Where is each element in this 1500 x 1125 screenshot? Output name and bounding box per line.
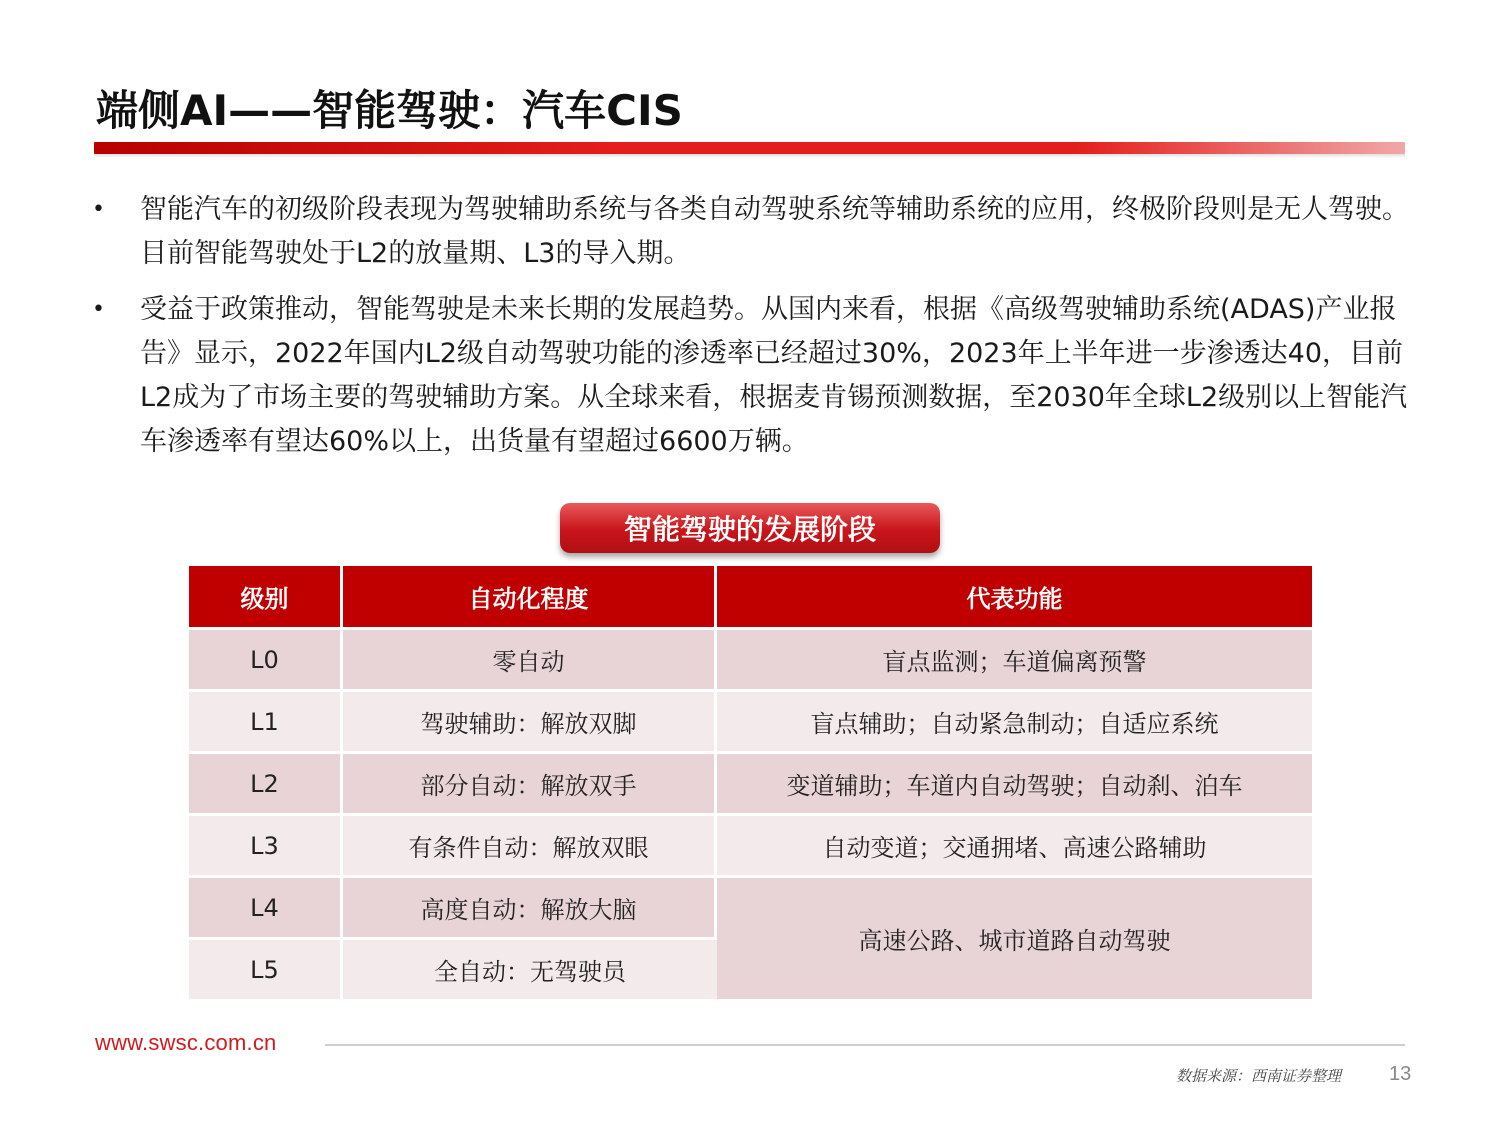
cell-function: 自动变道；交通拥堵、高速公路辅助 <box>717 816 1312 878</box>
bullet-text: 智能汽车的初级阶段表现为驾驶辅助系统与各类自动驾驶系统等辅助系统的应用，终极阶段则是无人驾驶。目前智能驾驶处于L2的放量期、L3的导入期。 <box>140 194 1409 269</box>
cell-function-merged: 高速公路、城市道路自动驾驶 <box>717 878 1312 1002</box>
page-title: 端侧AI——智能驾驶：汽车CIS <box>96 86 683 135</box>
header-degree: 自动化程度 <box>343 566 717 630</box>
cell-level: L4 <box>189 878 343 940</box>
cell-level: L0 <box>189 630 343 692</box>
cell-level: L1 <box>189 692 343 754</box>
table-caption-badge: 智能驾驶的发展阶段 <box>560 503 940 553</box>
table-row <box>189 692 1312 754</box>
bullet-item <box>92 288 1422 464</box>
bullet-text: 受益于政策推动，智能驾驶是未来长期的发展趋势。从国内来看，根据《高级驾驶辅助系统(ADAS)产业报告》显示，2022年国内L2级自动驾驶功能的渗透率已经超过30%，2023年上半年进一步渗透达40，目前L2成为了市场主要的驾驶辅助方案。从全球来看，根据麦肯锡预测数据，至2030年全球L2级别以上智能汽车渗透率有望达60%以上，出货量有望超过6600万辆。 <box>140 294 1408 457</box>
cell-degree: 有条件自动：解放双眼 <box>343 816 717 878</box>
bullet-item <box>92 188 1422 276</box>
cell-level: L2 <box>189 754 343 816</box>
bullet-marker: • <box>92 197 105 222</box>
table-row <box>189 816 1312 878</box>
cell-degree: 高度自动：解放大脑 <box>343 878 717 940</box>
table-row <box>189 878 1312 940</box>
cell-function: 变道辅助；车道内自动驾驶；自动刹、泊车 <box>717 754 1312 816</box>
footer-divider <box>325 1044 1405 1046</box>
cell-level: L3 <box>189 816 343 878</box>
cell-degree: 部分自动：解放双手 <box>343 754 717 816</box>
table-row <box>189 630 1312 692</box>
table-row <box>189 754 1312 816</box>
cell-function: 盲点监测；车道偏离预警 <box>717 630 1312 692</box>
cell-degree: 驾驶辅助：解放双脚 <box>343 692 717 754</box>
bullet-list <box>92 188 1422 476</box>
cell-degree: 零自动 <box>343 630 717 692</box>
title-underline-shadow <box>94 154 1405 158</box>
table-header-row <box>189 566 1312 630</box>
title-underline-bar <box>94 142 1405 154</box>
footer-website-link[interactable]: www.swsc.com.cn <box>95 1030 277 1055</box>
header-function: 代表功能 <box>717 566 1312 630</box>
bullet-marker: • <box>92 297 105 322</box>
header-level: 级别 <box>189 566 343 630</box>
cell-function: 盲点辅助；自动紧急制动；自适应系统 <box>717 692 1312 754</box>
cell-degree: 全自动：无驾驶员 <box>343 940 717 1002</box>
page-number: 13 <box>1389 1063 1412 1085</box>
cell-level: L5 <box>189 940 343 1002</box>
data-source-note: 数据来源：西南证券整理 <box>1176 1067 1342 1085</box>
driving-stages-table <box>189 566 1312 1002</box>
